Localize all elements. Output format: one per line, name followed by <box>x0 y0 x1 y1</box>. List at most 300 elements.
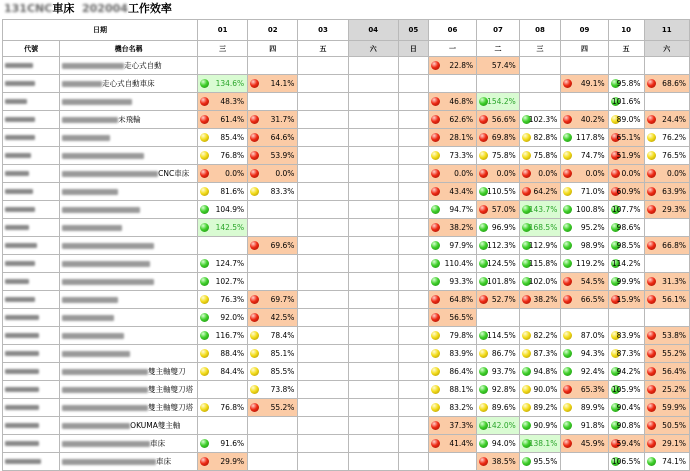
machine-code-cell <box>3 381 60 399</box>
machine-name-cell <box>60 165 198 183</box>
status-light-icon <box>563 169 572 178</box>
day-header: 07 <box>477 20 520 41</box>
efficiency-cell <box>428 57 476 75</box>
efficiency-value: 29.9% <box>220 457 245 466</box>
efficiency-cell <box>428 273 476 291</box>
redacted-code <box>5 405 39 410</box>
machine-code-cell <box>3 129 60 147</box>
efficiency-cell <box>348 327 398 345</box>
efficiency-value: 101.6% <box>611 97 641 106</box>
efficiency-cell <box>197 237 247 255</box>
efficiency-value: 142.0% <box>487 421 516 430</box>
efficiency-value: 92.4% <box>580 367 605 376</box>
redacted-name <box>62 351 130 357</box>
status-light-icon <box>431 313 440 322</box>
status-light-icon <box>431 241 440 250</box>
redacted-name <box>62 387 148 393</box>
machine-name-cell <box>60 75 198 93</box>
efficiency-value: 0.0% <box>621 169 641 178</box>
machine-code-cell <box>3 75 60 93</box>
efficiency-cell <box>644 327 690 345</box>
efficiency-value: 66.8% <box>662 241 686 250</box>
status-light-icon <box>431 331 440 340</box>
redacted-name <box>62 225 122 231</box>
efficiency-cell <box>197 309 247 327</box>
efficiency-cell <box>248 309 298 327</box>
machine-name-cell <box>60 219 198 237</box>
efficiency-value: 38.5% <box>491 457 516 466</box>
efficiency-cell <box>477 417 520 435</box>
efficiency-value: 92.0% <box>220 313 245 322</box>
efficiency-value: 74.1% <box>662 457 686 466</box>
efficiency-value: 90.8% <box>616 421 641 430</box>
table-row <box>3 255 690 273</box>
status-light-icon <box>563 331 572 340</box>
efficiency-cell <box>398 201 428 219</box>
machine-code-cell <box>3 93 60 111</box>
table-row <box>3 381 690 399</box>
efficiency-value: 98.9% <box>580 241 605 250</box>
table-row <box>3 417 690 435</box>
status-light-icon <box>479 439 488 448</box>
machine-name-cell <box>60 435 198 453</box>
machine-name-cell <box>60 237 198 255</box>
efficiency-cell <box>248 165 298 183</box>
efficiency-cell <box>248 111 298 129</box>
redacted-code <box>5 225 29 230</box>
table-row <box>3 345 690 363</box>
machine-name-cell <box>60 129 198 147</box>
efficiency-value: 69.7% <box>270 295 295 304</box>
efficiency-cell <box>398 129 428 147</box>
efficiency-cell <box>644 345 690 363</box>
status-light-icon <box>431 439 440 448</box>
efficiency-value: 91.6% <box>220 439 245 448</box>
status-light-icon <box>200 349 209 358</box>
efficiency-value: 100.8% <box>576 205 605 214</box>
status-light-icon <box>200 457 209 466</box>
efficiency-cell <box>477 201 520 219</box>
efficiency-cell <box>608 453 644 471</box>
status-light-icon <box>611 169 620 178</box>
status-light-icon <box>563 151 572 160</box>
efficiency-cell <box>561 381 608 399</box>
efficiency-value: 112.9% <box>528 241 558 250</box>
efficiency-cell <box>608 183 644 201</box>
efficiency-cell <box>398 291 428 309</box>
weekday-header: 一 <box>428 41 476 57</box>
efficiency-cell <box>608 147 644 165</box>
efficiency-value: 53.9% <box>270 151 295 160</box>
efficiency-cell <box>428 147 476 165</box>
efficiency-value: 110.5% <box>487 187 516 196</box>
weekday-header: 五 <box>608 41 644 57</box>
title-date: 202004 <box>82 2 128 15</box>
efficiency-cell <box>298 453 348 471</box>
efficiency-cell <box>608 291 644 309</box>
efficiency-cell <box>519 345 561 363</box>
status-light-icon <box>431 151 440 160</box>
efficiency-cell <box>248 201 298 219</box>
efficiency-cell <box>398 435 428 453</box>
status-light-icon <box>522 385 531 394</box>
efficiency-cell <box>644 219 690 237</box>
status-light-icon <box>647 169 656 178</box>
redacted-code <box>5 261 35 266</box>
status-light-icon <box>479 457 488 466</box>
redacted-code <box>5 459 41 464</box>
efficiency-value: 78.4% <box>270 331 295 340</box>
status-light-icon <box>563 349 572 358</box>
status-light-icon <box>563 133 572 142</box>
efficiency-cell <box>428 75 476 93</box>
efficiency-cell <box>248 453 298 471</box>
efficiency-cell <box>428 363 476 381</box>
efficiency-value: 66.5% <box>580 295 605 304</box>
status-light-icon <box>647 385 656 394</box>
status-light-icon <box>563 187 572 196</box>
efficiency-cell <box>561 183 608 201</box>
efficiency-value: 46.8% <box>449 97 474 106</box>
redacted-code <box>5 153 31 158</box>
efficiency-value: 154.2% <box>487 97 516 106</box>
redacted-code <box>5 351 39 356</box>
machine-code-cell <box>3 219 60 237</box>
redacted-code <box>5 243 37 248</box>
efficiency-cell <box>428 381 476 399</box>
redacted-code <box>5 369 39 374</box>
efficiency-cell <box>197 417 247 435</box>
efficiency-cell <box>197 129 247 147</box>
efficiency-cell <box>197 93 247 111</box>
efficiency-cell <box>608 75 644 93</box>
efficiency-value: 45.9% <box>580 439 605 448</box>
redacted-code <box>5 423 39 428</box>
redacted-name <box>62 333 124 339</box>
efficiency-cell <box>398 75 428 93</box>
efficiency-cell <box>197 363 247 381</box>
efficiency-value: 76.3% <box>220 295 245 304</box>
day-header: 03 <box>298 20 348 41</box>
efficiency-value: 0.0% <box>275 169 295 178</box>
efficiency-cell <box>197 273 247 291</box>
efficiency-value: 28.1% <box>449 133 474 142</box>
efficiency-cell <box>298 111 348 129</box>
efficiency-cell <box>561 435 608 453</box>
status-light-icon <box>200 439 209 448</box>
efficiency-cell <box>348 165 398 183</box>
machine-name-header: 機台名稱 <box>60 41 198 57</box>
efficiency-cell <box>298 309 348 327</box>
efficiency-cell <box>644 93 690 111</box>
efficiency-value: 14.1% <box>270 79 295 88</box>
efficiency-cell <box>248 435 298 453</box>
status-light-icon <box>647 133 656 142</box>
efficiency-cell <box>644 363 690 381</box>
efficiency-cell <box>348 273 398 291</box>
efficiency-value: 124.5% <box>487 259 516 268</box>
efficiency-value: 94.8% <box>533 367 558 376</box>
table-row <box>3 129 690 147</box>
status-light-icon <box>522 367 531 376</box>
efficiency-cell <box>519 273 561 291</box>
table-row <box>3 453 690 471</box>
machine-code-cell <box>3 309 60 327</box>
efficiency-value: 82.2% <box>533 331 558 340</box>
efficiency-cell <box>477 345 520 363</box>
status-light-icon <box>522 295 531 304</box>
efficiency-cell <box>348 111 398 129</box>
efficiency-value: 87.3% <box>533 349 558 358</box>
status-light-icon <box>563 295 572 304</box>
efficiency-cell <box>519 201 561 219</box>
efficiency-cell <box>644 237 690 255</box>
efficiency-cell <box>608 201 644 219</box>
efficiency-value: 62.6% <box>449 115 474 124</box>
status-light-icon <box>200 367 209 376</box>
efficiency-cell <box>477 75 520 93</box>
status-light-icon <box>431 295 440 304</box>
efficiency-value: 112.3% <box>487 241 516 250</box>
status-light-icon <box>479 151 488 160</box>
efficiency-cell <box>398 417 428 435</box>
efficiency-cell <box>608 327 644 345</box>
efficiency-cell <box>348 183 398 201</box>
efficiency-cell <box>428 327 476 345</box>
machine-code-cell <box>3 237 60 255</box>
efficiency-cell <box>477 93 520 111</box>
efficiency-cell <box>519 111 561 129</box>
efficiency-cell <box>398 219 428 237</box>
status-light-icon <box>200 259 209 268</box>
table-row <box>3 273 690 291</box>
redacted-name <box>62 369 148 375</box>
status-light-icon <box>647 403 656 412</box>
day-header: 08 <box>519 20 561 41</box>
status-light-icon <box>250 385 259 394</box>
efficiency-cell <box>298 399 348 417</box>
table-row <box>3 93 690 111</box>
efficiency-cell <box>519 291 561 309</box>
efficiency-cell <box>477 237 520 255</box>
status-light-icon <box>479 115 488 124</box>
table-row <box>3 435 690 453</box>
status-light-icon <box>431 61 440 70</box>
status-light-icon <box>431 259 440 268</box>
efficiency-value: 0.0% <box>538 169 558 178</box>
efficiency-cell <box>298 93 348 111</box>
machine-code-cell <box>3 417 60 435</box>
machine-name-text: 雙主軸雙刀 <box>148 367 186 376</box>
efficiency-cell <box>248 219 298 237</box>
efficiency-cell <box>348 435 398 453</box>
efficiency-value: 73.3% <box>449 151 474 160</box>
status-light-icon <box>647 241 656 250</box>
machine-name-text: 雙主軸雙刀塔 <box>148 403 194 412</box>
efficiency-value: 93.3% <box>449 277 474 286</box>
efficiency-value: 25.2% <box>662 385 686 394</box>
table-row <box>3 327 690 345</box>
efficiency-cell <box>644 417 690 435</box>
efficiency-value: 59.9% <box>662 403 686 412</box>
efficiency-value: 104.9% <box>215 205 245 214</box>
efficiency-cell <box>298 201 348 219</box>
efficiency-cell <box>644 273 690 291</box>
status-light-icon <box>200 295 209 304</box>
status-light-icon <box>563 259 572 268</box>
weekday-header: 四 <box>248 41 298 57</box>
efficiency-value: 106.5% <box>611 457 641 466</box>
efficiency-cell <box>608 57 644 75</box>
efficiency-value: 55.2% <box>270 403 295 412</box>
efficiency-cell <box>348 417 398 435</box>
efficiency-value: 63.9% <box>662 187 686 196</box>
weekday-header: 六 <box>644 41 690 57</box>
efficiency-cell <box>248 363 298 381</box>
efficiency-cell <box>298 255 348 273</box>
status-light-icon <box>250 313 259 322</box>
efficiency-value: 114.2% <box>611 259 641 268</box>
efficiency-value: 76.5% <box>662 151 686 160</box>
efficiency-value: 42.5% <box>270 313 295 322</box>
status-light-icon <box>250 403 259 412</box>
efficiency-value: 95.8% <box>616 79 641 88</box>
weekday-header: 日 <box>398 41 428 57</box>
redacted-code <box>5 333 39 338</box>
efficiency-cell <box>298 273 348 291</box>
status-light-icon <box>563 367 572 376</box>
machine-code-cell <box>3 273 60 291</box>
efficiency-cell <box>348 57 398 75</box>
machine-name-text: 未飛輪 <box>118 115 141 124</box>
efficiency-cell <box>398 309 428 327</box>
machine-code-cell <box>3 435 60 453</box>
efficiency-cell <box>197 75 247 93</box>
efficiency-cell <box>348 255 398 273</box>
efficiency-cell <box>197 111 247 129</box>
machine-name-cell <box>60 345 198 363</box>
efficiency-value: 89.9% <box>580 403 605 412</box>
efficiency-cell <box>477 147 520 165</box>
redacted-code <box>5 387 39 392</box>
efficiency-cell <box>477 129 520 147</box>
redacted-name <box>62 405 148 411</box>
efficiency-value: 84.4% <box>220 367 245 376</box>
day-header: 04 <box>348 20 398 41</box>
status-light-icon <box>563 403 572 412</box>
machine-name-text: CNC車床 <box>158 169 190 178</box>
status-light-icon <box>200 403 209 412</box>
status-light-icon <box>200 331 209 340</box>
efficiency-cell <box>608 435 644 453</box>
efficiency-value: 83.2% <box>449 403 474 412</box>
machine-name-cell <box>60 453 198 471</box>
redacted-code <box>5 297 35 302</box>
machine-name-cell <box>60 201 198 219</box>
redacted-name <box>62 459 156 465</box>
status-light-icon <box>250 349 259 358</box>
efficiency-cell <box>561 399 608 417</box>
efficiency-cell <box>248 327 298 345</box>
efficiency-value: 89.2% <box>533 403 558 412</box>
status-light-icon <box>200 277 209 286</box>
efficiency-cell <box>428 111 476 129</box>
machine-name-text: 車床 <box>150 439 166 448</box>
redacted-code <box>5 81 35 86</box>
redacted-name <box>62 153 144 159</box>
efficiency-value: 114.5% <box>487 331 516 340</box>
efficiency-cell <box>428 165 476 183</box>
efficiency-value: 51.9% <box>616 151 641 160</box>
efficiency-cell <box>428 93 476 111</box>
day-header: 10 <box>608 20 644 41</box>
efficiency-cell <box>477 183 520 201</box>
efficiency-cell <box>561 345 608 363</box>
status-light-icon <box>647 295 656 304</box>
efficiency-cell <box>398 57 428 75</box>
status-light-icon <box>563 421 572 430</box>
efficiency-value: 69.6% <box>270 241 295 250</box>
efficiency-value: 89.0% <box>616 115 641 124</box>
efficiency-value: 98.5% <box>616 241 641 250</box>
efficiency-cell <box>608 273 644 291</box>
efficiency-cell <box>519 435 561 453</box>
table-row <box>3 399 690 417</box>
efficiency-cell <box>644 57 690 75</box>
redacted-code <box>5 189 33 194</box>
efficiency-cell <box>608 345 644 363</box>
status-light-icon <box>479 403 488 412</box>
efficiency-value: 95.5% <box>533 457 558 466</box>
machine-code-cell <box>3 345 60 363</box>
efficiency-value: 56.4% <box>662 367 686 376</box>
efficiency-cell <box>477 291 520 309</box>
efficiency-value: 86.7% <box>491 349 516 358</box>
status-light-icon <box>200 187 209 196</box>
status-light-icon <box>250 187 259 196</box>
efficiency-value: 81.6% <box>220 187 245 196</box>
table-row <box>3 147 690 165</box>
efficiency-value: 115.8% <box>528 259 558 268</box>
efficiency-value: 94.7% <box>449 205 474 214</box>
efficiency-value: 56.1% <box>662 295 686 304</box>
machine-code-cell <box>3 57 60 75</box>
efficiency-cell <box>561 93 608 111</box>
redacted-name <box>62 63 124 69</box>
efficiency-cell <box>519 363 561 381</box>
status-light-icon <box>431 187 440 196</box>
efficiency-value: 56.6% <box>491 115 516 124</box>
efficiency-value: 110.4% <box>444 259 474 268</box>
efficiency-cell <box>608 165 644 183</box>
efficiency-cell <box>298 57 348 75</box>
efficiency-value: 94.3% <box>580 349 605 358</box>
status-light-icon <box>522 187 531 196</box>
machine-name-cell <box>60 363 198 381</box>
machine-name-text: 雙主軸雙刀塔 <box>148 385 194 394</box>
efficiency-cell <box>477 381 520 399</box>
status-light-icon <box>647 439 656 448</box>
title-suffix: 工作效率 <box>127 2 172 15</box>
efficiency-cell <box>348 219 398 237</box>
machine-code-cell <box>3 327 60 345</box>
efficiency-value: 0.0% <box>666 169 686 178</box>
status-light-icon <box>563 223 572 232</box>
efficiency-cell <box>519 399 561 417</box>
status-light-icon <box>647 349 656 358</box>
efficiency-cell <box>561 237 608 255</box>
redacted-code <box>5 279 29 284</box>
